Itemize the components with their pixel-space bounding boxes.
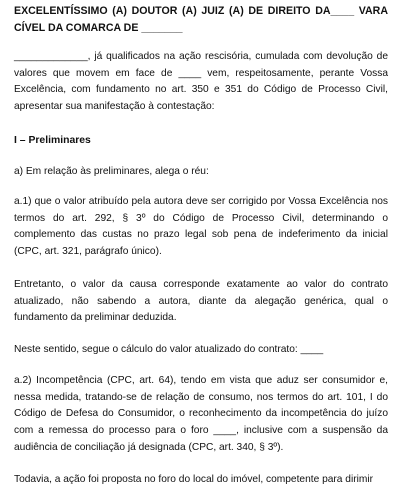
section-title-preliminares: I – Preliminares bbox=[14, 135, 91, 146]
paragraph-a2: a.2) Incompetência (CPC, art. 64), tendo em vista que aduz ser consumidor e, nessa medida, tratando-se de relação de consumo, nos termos do art. 101, I do Código de Defesa do Consumidor, o reconhecimento da incompetência do juízo com a remessa do processo para o foro ____, inclusive com a suspensão da audiência de conciliação já designada (CPC, art. 340, § 3º). bbox=[14, 375, 388, 453]
document-heading: EXCELENTÍSSIMO (A) DOUTOR (A) JUIZ (A) DE DIREITO DA____ VARA CÍVEL DA COMARCA DE _______ bbox=[14, 5, 388, 34]
paragraph-neste-sentido: Neste sentido, segue o cálculo do valor atualizado do contrato: ____ bbox=[14, 344, 324, 355]
paragraph-todavia: Todavia, a ação foi proposta no foro do local do imóvel, competente para dirimir bbox=[14, 474, 374, 485]
intro-paragraph: _____________, já qualificados na ação rescisória, cumulada com devolução de valores que movem em face de ____ vem, respeitosamente, perante Vossa Excelência, com fundamento no art. 350 e 351 do Código de Processo Civil, apresentar sua manifestação à contestação: bbox=[14, 51, 388, 113]
paragraph-a: a) Em relação às preliminares, alega o réu: bbox=[14, 166, 209, 177]
paragraph-entretanto: Entretanto, o valor da causa corresponde exatamente ao valor do contrato atualizado, não sabendo a autora, diante da alegação genérica, qual o fundamento da preliminar deduzida. bbox=[14, 279, 388, 324]
paragraph-a1: a.1) que o valor atribuído pela autora deve ser corrigido por Vossa Excelência nos termos do art. 292, § 3º do Código de Processo Civil, determinando o complemento das custas no prazo legal sob pena de indeferimento da inicial (CPC, art. 321, parágrafo único). bbox=[14, 196, 388, 258]
